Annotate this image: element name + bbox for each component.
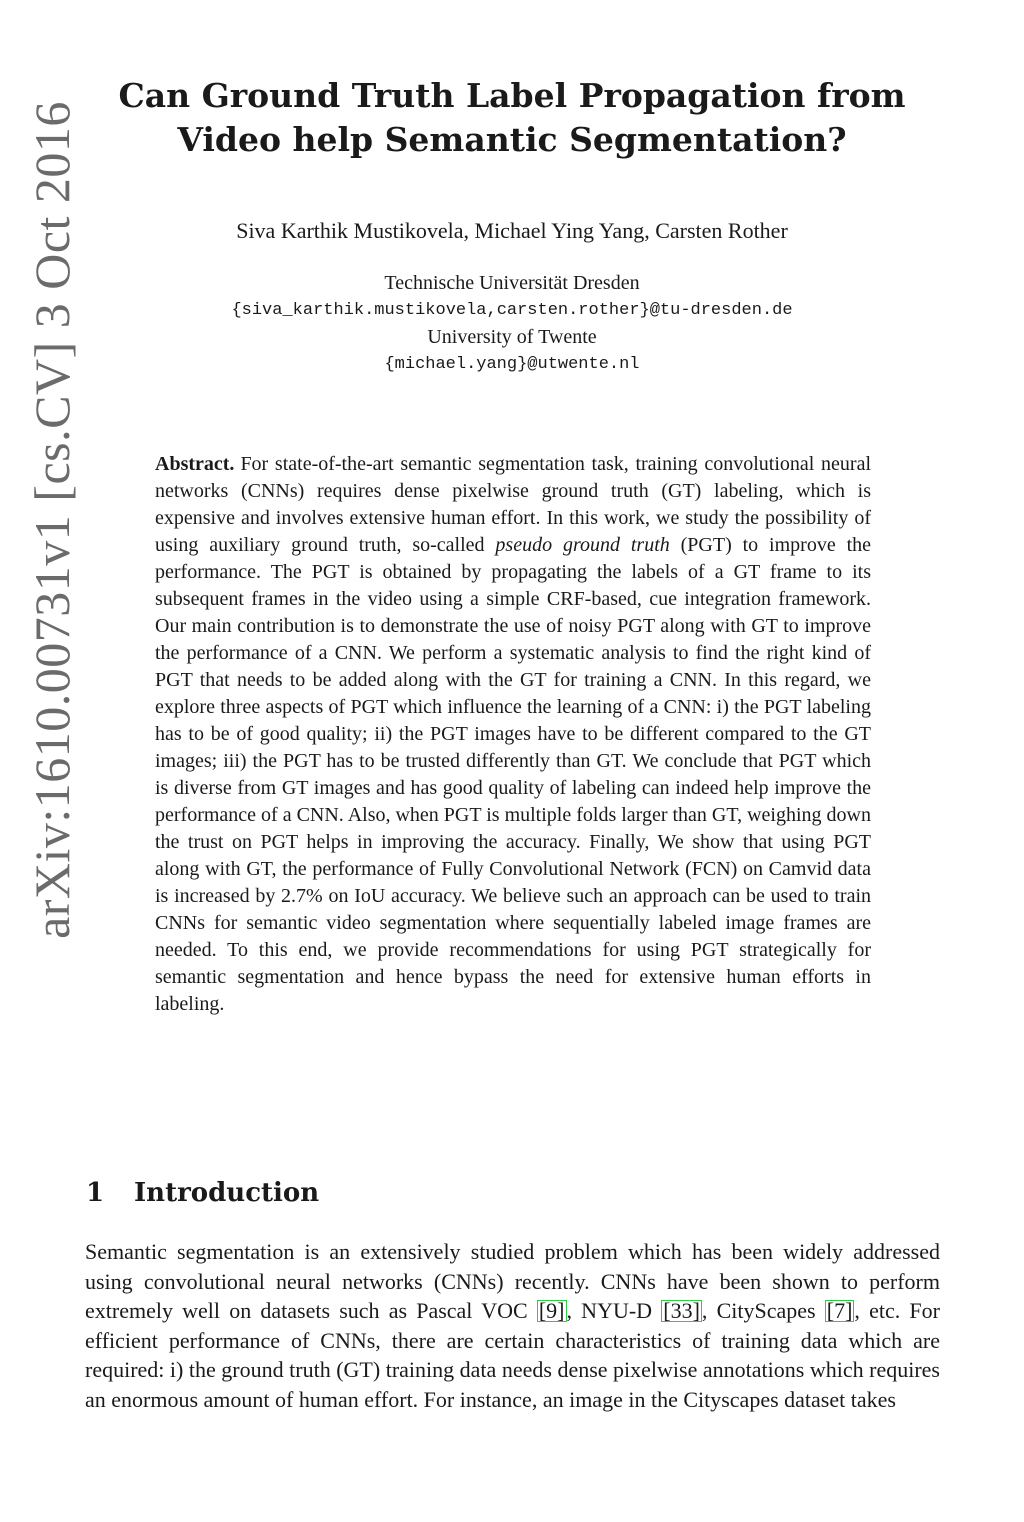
intro-text: , etc. For efficient performance of CNNs, there are certain characteristics of training data which are required: i) the ground truth (GT) training data needs dense pixelwise annotations which requires an enormous amount of human effort. For instance, an image in the Cityscapes dataset takes bbox=[85, 1298, 940, 1412]
affiliation-name: University of Twente bbox=[427, 326, 597, 348]
citation-link[interactable]: [7] bbox=[826, 1298, 853, 1323]
affiliation-email: {siva_karthik.mustikovela,carsten.rother}@tu-dresden.de bbox=[231, 301, 793, 320]
abstract-text: For state-of-the-art semantic segmentation task, training convolutional neural networks (CNNs) requires dense pixelwise ground truth (GT) labeling, which is expensive and involves extensive human effort. In this work, we study the possibility of using auxiliary ground truth, so-called bbox=[155, 453, 871, 556]
abstract-italic-term: pseudo ground truth bbox=[495, 534, 670, 556]
affiliation-email: {michael.yang}@utwente.nl bbox=[384, 355, 640, 374]
title-line-1: Can Ground Truth Label Propagation from bbox=[118, 76, 906, 115]
intro-text: , CityScapes bbox=[701, 1298, 825, 1323]
intro-text: Semantic segmentation is an extensively studied problem which has been widely addressed using convolutional neural networks (CNNs) recently. CNNs have been shown to perform extremely well on datasets such as Pascal VOC bbox=[85, 1239, 940, 1323]
abstract-label: Abstract. bbox=[155, 453, 235, 475]
paper-title bbox=[100, 74, 924, 162]
citation-link[interactable]: [9] bbox=[538, 1298, 565, 1323]
section-heading bbox=[86, 1175, 319, 1211]
citation-link[interactable]: [33] bbox=[663, 1298, 700, 1323]
author-list: Siva Karthik Mustikovela, Michael Ying Yang, Carsten Rother bbox=[236, 218, 788, 243]
affiliations bbox=[100, 270, 924, 378]
title-line-2: Video help Semantic Segmentation? bbox=[177, 120, 847, 159]
section-title: Introduction bbox=[134, 1178, 320, 1208]
arxiv-identifier: arXiv:1610.00731v1 [cs.CV] 3 Oct 2016 bbox=[24, 101, 80, 939]
abstract-text: (PGT) to improve the performance. The PGT is obtained by propagating the labels of a GT frame to its subsequent frames in the video using a simple CRF-based, cue integration framework. Our main contribution is to demonstrate the use of noisy PGT along with GT to improve the performance of a CNN. We perform a systematic analysis to find the right kind of PGT that needs to be added along with the GT for training a CNN. In this regard, we explore three aspects of PGT which influence the learning of a CNN: i) the PGT labeling has to be of good quality; ii) the PGT images have to be different compared to the GT images; iii) the PGT has to be trusted differently than GT. We conclude that PGT which is diverse from GT images and has good quality of labeling can indeed help improve the performance of a CNN. Also, when PGT is multiple folds larger than GT, weighing down the trust on PGT helps in improving the accuracy. Finally, We show that using PGT along with GT, the performance of Fully Convolutional Network (FCN) on Camvid data is increased by 2.7% on IoU accuracy. We believe such an approach can be used to train CNNs for semantic video segmentation where sequentially labeled image frames are needed. To this end, we provide recommendations for using PGT strategically for semantic segmentation and hence bypass the need for extensive human efforts in labeling. bbox=[155, 534, 872, 1015]
abstract bbox=[155, 451, 871, 1018]
section-number: 1 bbox=[86, 1178, 105, 1208]
intro-text: , NYU-D bbox=[566, 1298, 662, 1323]
affiliation-name: Technische Universität Dresden bbox=[384, 272, 640, 294]
intro-paragraph bbox=[85, 1237, 940, 1414]
